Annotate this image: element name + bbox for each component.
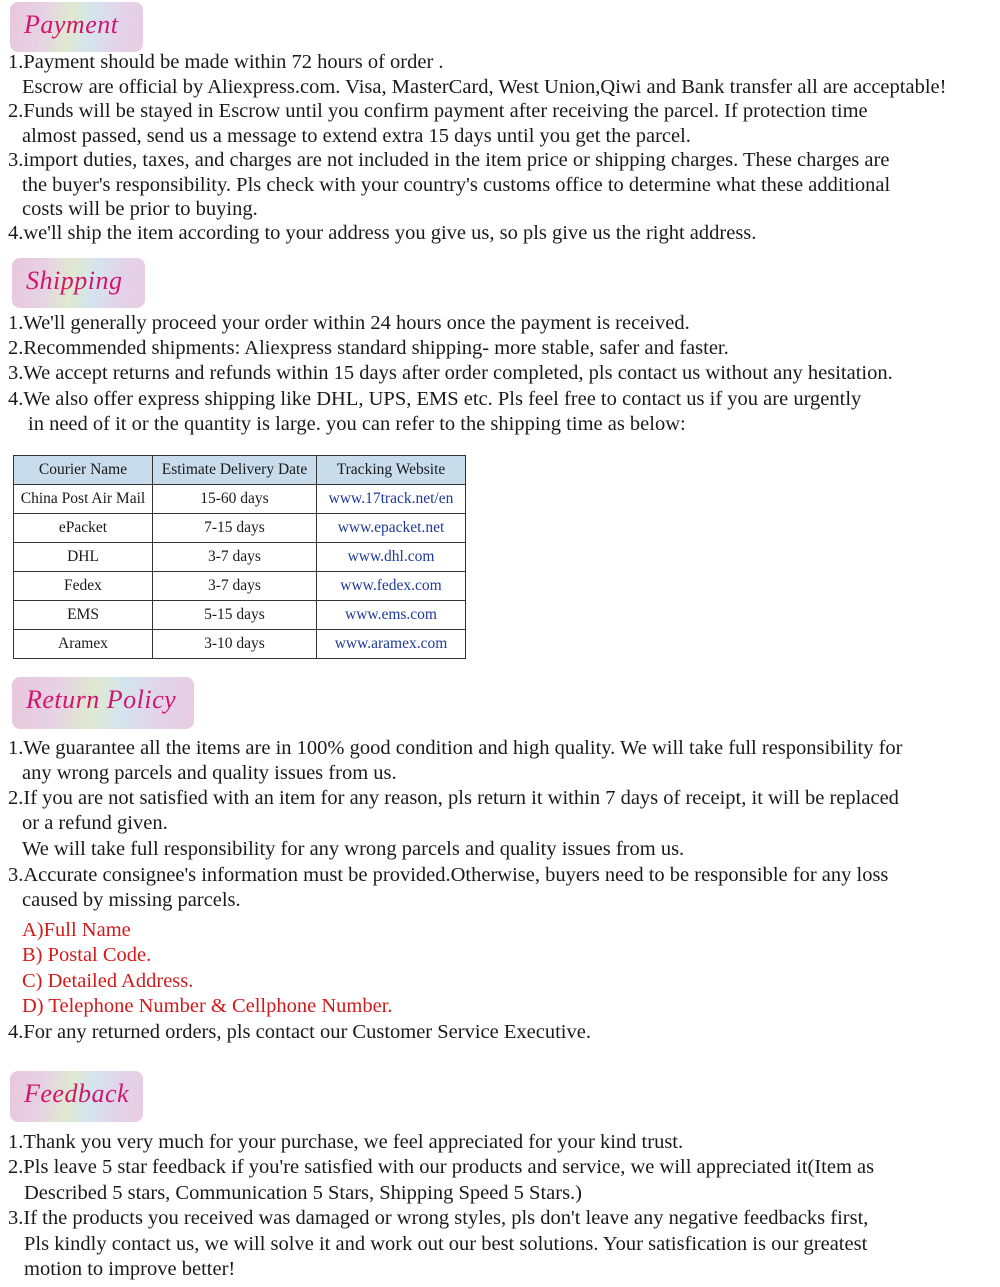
return-line: 2.If you are not satisfied with an item for any reason, pls return it within 7 days of receipt, it will be replaced <box>8 787 899 809</box>
column-header: Tracking Website <box>317 456 466 485</box>
tracking-link[interactable]: www.fedex.com <box>317 572 466 601</box>
required-info-item: A)Full Name <box>22 919 131 941</box>
tracking-link[interactable]: www.ems.com <box>317 601 466 630</box>
courier-cell: ePacket <box>14 514 153 543</box>
payment-line: 2.Funds will be stayed in Escrow until you confirm payment after receiving the parcel. If protection time <box>8 100 868 122</box>
shipping-line: 4.We also offer express shipping like DHL, UPS, EMS etc. Pls feel free to contact us if you are urgently <box>8 388 862 410</box>
shipping-line: in need of it or the quantity is large. you can refer to the shipping time as below: <box>28 413 686 435</box>
payment-heading: Payment <box>10 2 143 52</box>
feedback-line: 1.Thank you very much for your purchase, we feel appreciated for your kind trust. <box>8 1131 684 1153</box>
return-line: caused by missing parcels. <box>22 889 241 911</box>
shipping-line: 2.Recommended shipments: Aliexpress standard shipping- more stable, safer and faster. <box>8 337 729 359</box>
delivery-cell: 5-15 days <box>153 601 317 630</box>
shipping-line: 3.We accept returns and refunds within 15 days after order completed, pls contact us without any hesitation. <box>8 362 893 384</box>
table-row <box>14 485 466 514</box>
feedback-line: motion to improve better! <box>24 1258 236 1280</box>
return-line: 3.Accurate consignee's information must be provided.Otherwise, buyers need to be responsible for any loss <box>8 864 889 886</box>
tracking-link[interactable]: www.dhl.com <box>317 543 466 572</box>
payment-line: 1.Payment should be made within 72 hours of order . <box>8 51 444 73</box>
required-info-item: B) Postal Code. <box>22 944 152 966</box>
feedback-line: Pls kindly contact us, we will solve it and work out our best solutions. Your satisfication is our greatest <box>24 1233 868 1255</box>
return-line: or a refund given. <box>22 812 168 834</box>
table-row <box>14 572 466 601</box>
return-line: 4.For any returned orders, pls contact our Customer Service Executive. <box>8 1021 591 1043</box>
feedback-line: Described 5 stars, Communication 5 Stars, Shipping Speed 5 Stars.) <box>24 1182 582 1204</box>
courier-cell: Fedex <box>14 572 153 601</box>
payment-line: Escrow are official by Aliexpress.com. Visa, MasterCard, West Union,Qiwi and Bank transfer all are acceptable! <box>22 76 947 98</box>
table-row <box>14 630 466 659</box>
table-row <box>14 543 466 572</box>
courier-cell: Aramex <box>14 630 153 659</box>
feedback-line: 3.If the products you received was damaged or wrong styles, pls don't leave any negative feedbacks first, <box>8 1207 869 1229</box>
tracking-link[interactable]: www.epacket.net <box>317 514 466 543</box>
courier-cell: China Post Air Mail <box>14 485 153 514</box>
table-row <box>14 514 466 543</box>
delivery-cell: 3-10 days <box>153 630 317 659</box>
tracking-link[interactable]: www.17track.net/en <box>317 485 466 514</box>
delivery-cell: 15-60 days <box>153 485 317 514</box>
feedback-heading: Feedback <box>10 1071 143 1122</box>
shipping-heading: Shipping <box>12 258 145 308</box>
delivery-cell: 3-7 days <box>153 572 317 601</box>
tracking-link[interactable]: www.aramex.com <box>317 630 466 659</box>
table-row <box>14 601 466 630</box>
required-info-item: D) Telephone Number & Cellphone Number. <box>22 995 393 1017</box>
courier-cell: EMS <box>14 601 153 630</box>
column-header: Estimate Delivery Date <box>153 456 317 485</box>
required-info-item: C) Detailed Address. <box>22 970 194 992</box>
table-header-row <box>14 456 466 485</box>
delivery-cell: 7-15 days <box>153 514 317 543</box>
shipping-table <box>13 455 466 659</box>
return-line: We will take full responsibility for any wrong parcels and quality issues from us. <box>22 838 685 860</box>
return-line: 1.We guarantee all the items are in 100% good condition and high quality. We will take full responsibility for <box>8 737 903 759</box>
payment-line: 4.we'll ship the item according to your address you give us, so pls give us the right address. <box>8 222 757 244</box>
column-header: Courier Name <box>14 456 153 485</box>
payment-line: 3.import duties, taxes, and charges are not included in the item price or shipping charges. These charges are <box>8 149 890 171</box>
return-line: any wrong parcels and quality issues from us. <box>22 762 397 784</box>
payment-line: almost passed, send us a message to extend extra 15 days until you get the parcel. <box>22 125 691 147</box>
payment-line: the buyer's responsibility. Pls check with your country's customs office to determine what these additional <box>22 174 891 196</box>
delivery-cell: 3-7 days <box>153 543 317 572</box>
feedback-line: 2.Pls leave 5 star feedback if you're satisfied with our products and service, we will appreciated it(Item as <box>8 1156 875 1178</box>
return-policy-heading: Return Policy <box>12 677 194 729</box>
courier-cell: DHL <box>14 543 153 572</box>
payment-line: costs will be prior to buying. <box>22 198 258 220</box>
shipping-line: 1.We'll generally proceed your order within 24 hours once the payment is received. <box>8 312 690 334</box>
